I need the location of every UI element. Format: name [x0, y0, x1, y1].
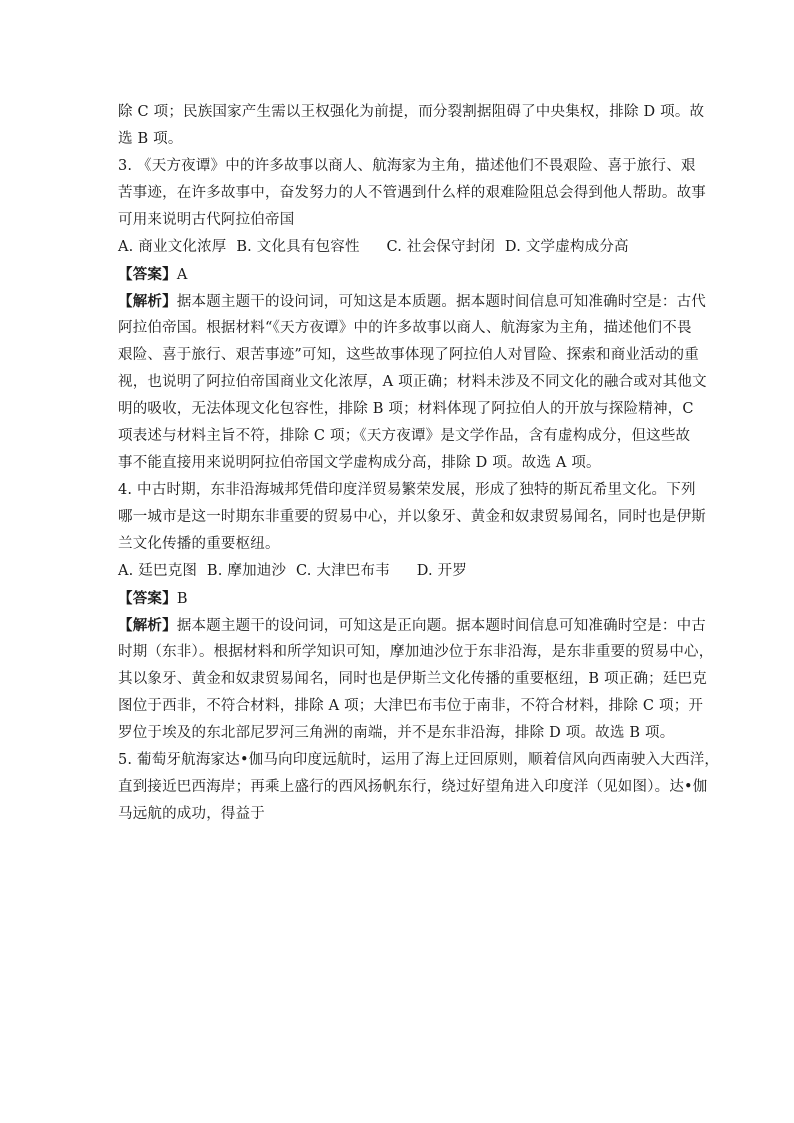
analysis-line: 图位于西非，不符合材料，排除 A 项；大津巴布韦位于南非，不符合材料，排除 C 项；开 — [118, 698, 704, 714]
analysis-line: 其以象牙、黄金和奴隶贸易闻名，同时也是伊斯兰文化传播的重要枢纽，B 项正确；廷巴克 — [118, 671, 707, 687]
text-line: 除 C 项；民族国家产生需以王权强化为前提，而分裂割据阻碍了中央集权，排除 D 项。故 — [118, 104, 705, 120]
answer-value: B — [176, 591, 188, 607]
analysis-line: 阿拉伯帝国。根据材料“《天方夜谭》中的许多故事以商人、航海家为主角，描述他们不畏 — [118, 320, 692, 336]
question-options — [118, 234, 680, 261]
question-3 — [118, 153, 707, 477]
option-b: B. 文化具有包容性 — [236, 239, 360, 255]
question-stem-line: 马远航的成功，得益于 — [118, 806, 265, 822]
analysis-text: 据本题主题干的设问词，可知这是本质题。据本题时间信息可知准确时空是：古代 — [176, 294, 707, 310]
analysis-line — [118, 288, 707, 315]
option-c: C. 大津巴布韦 — [296, 563, 390, 579]
analysis-line: 艰险、喜于旅行、艰苦事迹”可知，这些故事体现了阿拉伯人对冒险、探索和商业活动的重 — [118, 347, 699, 363]
analysis-text: 据本题主题干的设问词，可知这是正向题。据本题时间信息可知准确时空是：中古 — [176, 618, 707, 634]
analysis-tag: 【解析】 — [118, 293, 177, 310]
analysis-line: 罗位于埃及的东北部尼罗河三角洲的南端，并不是东非沿海，排除 D 项。故选 B 项。 — [118, 725, 675, 741]
analysis-line: 时期（东非）。根据材料和所学知识可知，摩加迪沙位于东非沿海，是东非重要的贸易中心， — [118, 644, 714, 660]
question-stem-line: 3. 《天方夜谭》中的许多故事以商人、航海家为主角，描述他们不畏艰险、喜于旅行、艰 — [118, 158, 696, 174]
question-options — [118, 558, 680, 585]
question-stem-line: 可用来说明古代阿拉伯帝国 — [118, 212, 295, 228]
question-stem-line: 5. 葡萄牙航海家达•伽马向印度远航时，运用了海上迂回原则，顺着信风向西南驶入大西洋， — [118, 752, 720, 768]
option-c: C. 社会保守封闭 — [386, 239, 496, 255]
question-stem-line: 苦事迹，在许多故事中，奋发努力的人不管遇到什么样的艰难险阻总会得到他人帮助。故事 — [118, 185, 706, 201]
option-a: A. 商业文化浓厚 — [118, 239, 227, 255]
option-d: D. 开罗 — [416, 563, 468, 579]
answer-line — [118, 261, 680, 288]
text-line: 选 B 项。 — [118, 131, 183, 147]
analysis-tag: 【解析】 — [118, 617, 177, 634]
question-stem-line: 直到接近巴西海岸；再乘上盛行的西风扬帆东行，绕过好望角进入印度洋（见如图）。达•伽 — [118, 779, 708, 795]
question-5 — [118, 747, 720, 828]
option-d: D. 文学虚构成分高 — [504, 239, 629, 255]
answer-tag: 【答案】 — [118, 590, 177, 607]
option-a: A. 廷巴克图 — [118, 563, 198, 579]
answer-value: A — [176, 267, 188, 283]
question-stem-line: 哪一城市是这一时期东非重要的贸易中心，并以象牙、黄金和奴隶贸易闻名，同时也是伊斯 — [118, 509, 706, 525]
option-b: B. 摩加迪沙 — [206, 563, 287, 579]
question-4 — [118, 477, 714, 747]
question-stem-line: 4. 中古时期，东非沿海城邦凭借印度洋贸易繁荣发展，形成了独特的斯瓦希里文化。下列 — [118, 482, 696, 498]
answer-tag: 【答案】 — [118, 266, 177, 283]
analysis-line: 明的吸收，无法体现文化包容性，排除 B 项；材料体现了阿拉伯人的开放与探险精神，C — [118, 401, 694, 417]
document-page — [118, 99, 720, 828]
analysis-line: 项表述与材料主旨不符，排除 C 项；《天方夜谭》是文学作品，含有虚构成分，但这些故 — [118, 428, 691, 444]
analysis-line — [118, 612, 707, 639]
analysis-line: 视，也说明了阿拉伯帝国商业文化浓厚，A 项正确；材料未涉及不同文化的融合或对其他文 — [118, 374, 707, 390]
answer-line — [118, 585, 680, 612]
question-stem-line: 兰文化传播的重要枢纽。 — [118, 536, 280, 552]
analysis-line: 事不能直接用来说明阿拉伯帝国文学虚构成分高，排除 D 项。故选 A 项。 — [118, 455, 601, 471]
